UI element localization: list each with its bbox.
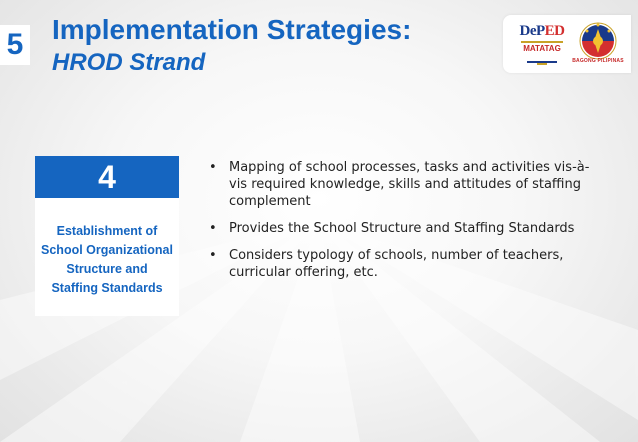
deped-wordmark-part2: ED — [544, 23, 565, 39]
bullet-dot-icon: • — [209, 221, 217, 236]
strategy-card-line: Structure and — [66, 262, 148, 276]
strategy-card-title — [35, 222, 179, 298]
bullet-text: Provides the School Structure and Staffing Standards — [229, 221, 575, 236]
deped-wordmark — [519, 23, 565, 40]
deped-wordmark-part1: DeP — [519, 23, 545, 39]
strategy-card — [35, 156, 179, 316]
bullet-text: Mapping of school processes, tasks and activities vis-à- vis required knowledge, skills and attitudes of staffing complement — [229, 160, 590, 209]
strategy-card-line: School Organizational — [41, 243, 173, 257]
bullet-dot-icon: • — [209, 160, 217, 175]
logo-panel — [503, 15, 631, 73]
matatag-wordmark: MATATAG — [523, 44, 561, 53]
matatag-divider — [521, 41, 563, 43]
bullet-text: Considers typology of schools, number of teachers, curricular offering, etc. — [229, 248, 564, 280]
strategy-card-number: 4 — [35, 156, 179, 198]
slide-title: Implementation Strategies: — [52, 14, 412, 45]
matatag-underline-icon — [519, 59, 565, 67]
deped-matatag-logo — [519, 23, 565, 67]
bullet-item — [207, 247, 607, 281]
bullet-dot-icon: • — [209, 248, 217, 263]
strategy-card-line: Establishment of — [56, 224, 158, 238]
bullet-list — [207, 159, 607, 291]
bagong-pilipinas-label: BAGONG PILIPINAS — [572, 58, 624, 64]
bullet-item — [207, 220, 607, 237]
slide-subtitle: HROD Strand — [52, 49, 206, 76]
slide-number-badge: 5 — [0, 25, 30, 65]
bullet-item — [207, 159, 607, 210]
strategy-card-line: Staffing Standards — [51, 281, 163, 295]
